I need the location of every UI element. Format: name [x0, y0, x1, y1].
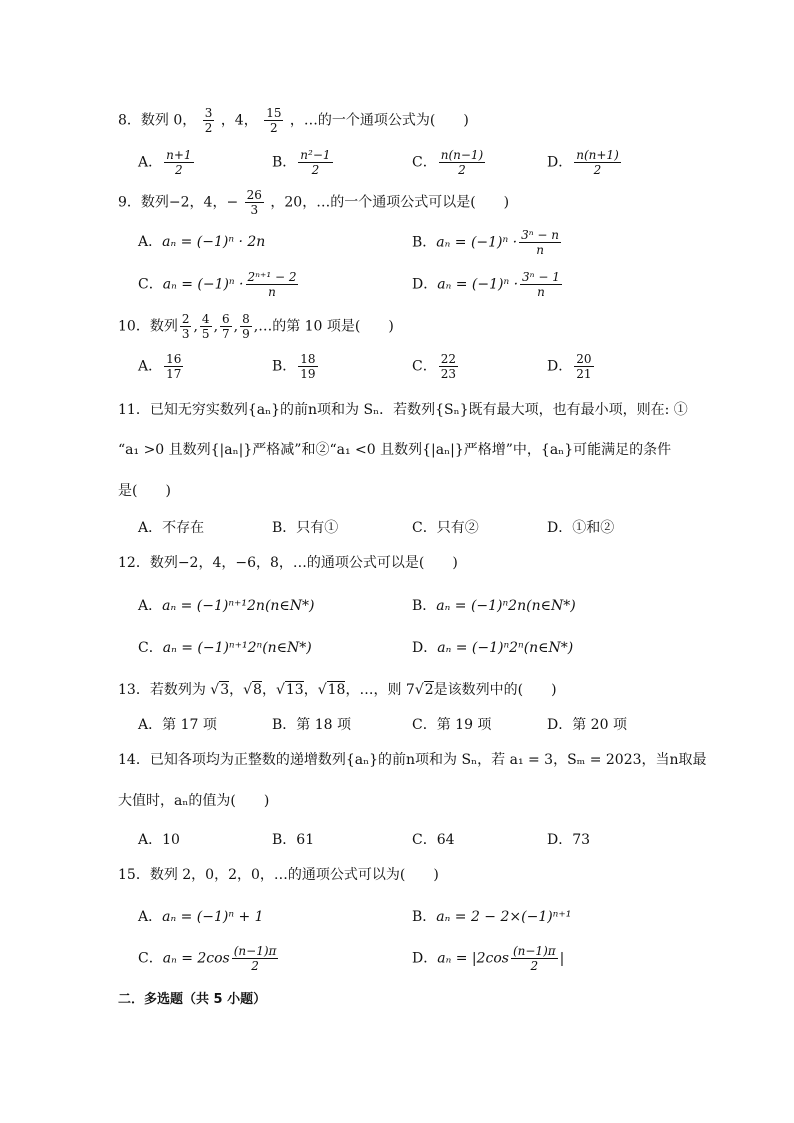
question-10-stem: 10．数列 $\frac{2}{3}$ , $\frac{4}{5}$ , $\frac{6}{7}$ , $\frac{8}{9}$ ,…的第 10 项是( ) [118, 312, 394, 341]
option-d[interactable]: D．73 [547, 832, 591, 848]
option-c[interactable]: C．aₙ = 2cos $\frac{(n-1)\pi}{2}$ [138, 944, 277, 973]
question-8-stem: 8．数列 0， $\frac{3}{2}$ ，4， $\frac{15}{2}$ ，…的一个通项公式为( ) [118, 106, 469, 135]
option-a[interactable]: A． $\frac{n+1}{2}$ [138, 148, 192, 177]
option-d[interactable]: D．第 20 项 [547, 717, 627, 733]
question-11-line-3: 是( ) [118, 483, 171, 499]
option-b[interactable]: B．aₙ = (−1)ⁿ · $\frac{\text{3ⁿ − n}}{n}$ [412, 228, 560, 257]
option-b[interactable]: B．aₙ = 2 − 2×(−1)ⁿ⁺¹ [412, 909, 572, 925]
fraction: $\frac{26}{3}$ [246, 188, 262, 217]
option-a[interactable]: A．第 17 项 [138, 717, 217, 733]
question-12-stem: 12．数列−2，4，−6，8，…的通项公式可以是( ) [118, 555, 458, 571]
fraction: $\frac{3}{2}$ [204, 106, 213, 135]
question-13-stem: 13．若数列为 √3，√8，√13，√18，…，则 7√2是该数列中的( ) [118, 682, 557, 698]
option-c[interactable]: C． $\frac{22}{23}$ [412, 352, 456, 381]
option-b[interactable]: B． $\frac{\text{n²−1}}{2}$ [272, 148, 331, 177]
option-d[interactable]: D． $\frac{n(n+1)}{2}$ [547, 148, 619, 177]
option-c[interactable]: C． $\frac{n(n-1)}{2}$ [412, 148, 484, 177]
option-c[interactable]: C．aₙ = (−1)ⁿ · $\frac{\text{2ⁿ⁺¹ − 2}}{n}$ [138, 270, 297, 299]
option-d[interactable]: D． $\frac{20}{21}$ [547, 352, 592, 381]
fraction: $\frac{15}{2}$ [266, 106, 282, 135]
option-c[interactable]: C．第 19 项 [412, 717, 492, 733]
question-11-line-1: 11．已知无穷实数列{aₙ}的前n项和为 Sₙ．若数列{Sₙ}既有最大项，也有最小项，则在: ① [118, 402, 688, 418]
option-d[interactable]: D．aₙ = (−1)ⁿ · $\frac{\text{3ⁿ − 1}}{n}$ [412, 270, 560, 299]
option-c[interactable]: C．aₙ = (−1)ⁿ⁺¹2ⁿ(n∈N*) [138, 640, 312, 656]
option-a[interactable]: A．10 [138, 832, 180, 848]
question-14-line-2: 大值时，aₙ的值为( ) [118, 793, 270, 809]
option-c[interactable]: C．只有② [412, 520, 479, 536]
option-b[interactable]: B． $\frac{18}{19}$ [272, 352, 316, 381]
option-b[interactable]: B．只有① [272, 520, 339, 536]
option-a[interactable]: A．aₙ = (−1)ⁿ + 1 [138, 909, 264, 925]
question-9-stem: 9．数列−2，4，− $\frac{26}{3}$ ，20，…的一个通项公式可以是( ) [118, 188, 510, 217]
option-a[interactable]: A．aₙ = (−1)ⁿ⁺¹2n(n∈N*) [138, 598, 315, 614]
option-a[interactable]: A．aₙ = (−1)ⁿ · 2n [138, 234, 266, 250]
option-d[interactable]: D．①和② [547, 520, 615, 536]
option-b[interactable]: B．61 [272, 832, 315, 848]
option-d[interactable]: D．aₙ = (−1)ⁿ2ⁿ(n∈N*) [412, 640, 574, 656]
question-14-line-1: 14．已知各项均为正整数的递增数列{aₙ}的前n项和为 Sₙ，若 a₁ = 3，Sₘ = 2023，当n取最 [118, 752, 707, 768]
question-15-stem: 15．数列 2，0，2，0，…的通项公式可以为( ) [118, 867, 439, 883]
option-a[interactable]: A．不存在 [138, 520, 205, 536]
section-heading: 二．多选题（共 5 小题） [118, 992, 267, 1007]
option-d[interactable]: D．aₙ = |2cos $\frac{(n-1)\pi}{2}$ | [412, 944, 565, 973]
option-c[interactable]: C．64 [412, 832, 455, 848]
option-a[interactable]: A． $\frac{16}{17}$ [138, 352, 182, 381]
option-b[interactable]: B．aₙ = (−1)ⁿ2n(n∈N*) [412, 598, 576, 614]
option-b[interactable]: B．第 18 项 [272, 717, 352, 733]
question-11-line-2: “a₁ >0 且数列{|aₙ|}严格减”和②“a₁ <0 且数列{|aₙ|}严格增”中，{aₙ}可能满足的条件 [118, 442, 672, 458]
